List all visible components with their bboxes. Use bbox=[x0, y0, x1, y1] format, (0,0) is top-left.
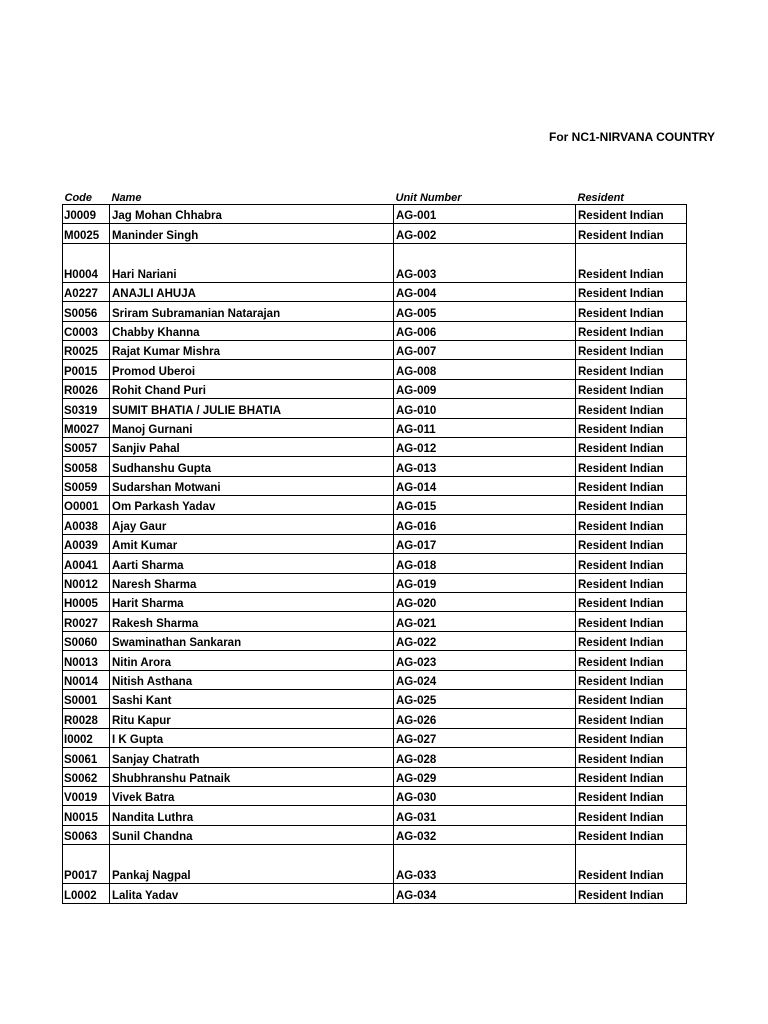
cell-code: N0015 bbox=[63, 806, 110, 825]
cell-resident: Resident Indian bbox=[576, 476, 687, 495]
cell-name: Chabby Khanna bbox=[110, 321, 394, 340]
table-row bbox=[63, 457, 687, 476]
cell-resident: Resident Indian bbox=[576, 302, 687, 321]
cell-code: I0002 bbox=[63, 728, 110, 747]
table-row bbox=[63, 515, 687, 534]
cell-code: O0001 bbox=[63, 496, 110, 515]
cell-code: S0001 bbox=[63, 689, 110, 708]
table-row bbox=[63, 573, 687, 592]
table-row bbox=[63, 612, 687, 631]
cell-code: N0012 bbox=[63, 573, 110, 592]
cell-name: Sudarshan Motwani bbox=[110, 476, 394, 495]
cell-code: A0041 bbox=[63, 554, 110, 573]
table-row bbox=[63, 670, 687, 689]
cell-resident: Resident Indian bbox=[576, 515, 687, 534]
cell-code: M0027 bbox=[63, 418, 110, 437]
table-row bbox=[63, 593, 687, 612]
cell-unit-number: AG-021 bbox=[394, 612, 576, 631]
cell-resident: Resident Indian bbox=[576, 593, 687, 612]
cell-unit-number: AG-012 bbox=[394, 437, 576, 456]
cell-code: V0019 bbox=[63, 786, 110, 805]
cell-code: C0003 bbox=[63, 321, 110, 340]
cell-resident: Resident Indian bbox=[576, 379, 687, 398]
table-row bbox=[63, 476, 687, 495]
cell-unit-number: AG-029 bbox=[394, 767, 576, 786]
cell-unit-number: AG-023 bbox=[394, 651, 576, 670]
cell-name: Maninder Singh bbox=[110, 224, 394, 243]
cell-resident: Resident Indian bbox=[576, 845, 687, 884]
cell-resident: Resident Indian bbox=[576, 728, 687, 747]
table-row bbox=[63, 205, 687, 224]
cell-unit-number: AG-025 bbox=[394, 689, 576, 708]
cell-resident: Resident Indian bbox=[576, 340, 687, 359]
table-row bbox=[63, 689, 687, 708]
cell-code: S0056 bbox=[63, 302, 110, 321]
cell-name: Swaminathan Sankaran bbox=[110, 631, 394, 650]
cell-unit-number: AG-019 bbox=[394, 573, 576, 592]
cell-code: A0227 bbox=[63, 282, 110, 301]
cell-unit-number: AG-026 bbox=[394, 709, 576, 728]
cell-unit-number: AG-027 bbox=[394, 728, 576, 747]
cell-resident: Resident Indian bbox=[576, 806, 687, 825]
cell-unit-number: AG-004 bbox=[394, 282, 576, 301]
cell-code: S0061 bbox=[63, 748, 110, 767]
cell-name: SUMIT BHATIA / JULIE BHATIA bbox=[110, 399, 394, 418]
cell-name: Sunil Chandna bbox=[110, 825, 394, 844]
cell-unit-number: AG-034 bbox=[394, 884, 576, 903]
table-row bbox=[63, 748, 687, 767]
cell-name: Sashi Kant bbox=[110, 689, 394, 708]
table-row bbox=[63, 437, 687, 456]
cell-unit-number: AG-017 bbox=[394, 534, 576, 553]
cell-name: Sudhanshu Gupta bbox=[110, 457, 394, 476]
cell-unit-number: AG-008 bbox=[394, 360, 576, 379]
table-row bbox=[63, 340, 687, 359]
cell-resident: Resident Indian bbox=[576, 825, 687, 844]
table-row bbox=[63, 418, 687, 437]
cell-code: H0004 bbox=[63, 243, 110, 282]
cell-resident: Resident Indian bbox=[576, 709, 687, 728]
cell-unit-number: AG-011 bbox=[394, 418, 576, 437]
table-row bbox=[63, 631, 687, 650]
cell-unit-number: AG-009 bbox=[394, 379, 576, 398]
cell-unit-number: AG-024 bbox=[394, 670, 576, 689]
table-row bbox=[63, 845, 687, 884]
cell-code: S0062 bbox=[63, 767, 110, 786]
cell-unit-number: AG-007 bbox=[394, 340, 576, 359]
table-body bbox=[63, 205, 687, 904]
table-row bbox=[63, 379, 687, 398]
table-row bbox=[63, 728, 687, 747]
cell-resident: Resident Indian bbox=[576, 282, 687, 301]
cell-unit-number: AG-028 bbox=[394, 748, 576, 767]
cell-name: Ritu Kapur bbox=[110, 709, 394, 728]
cell-name: Sanjay Chatrath bbox=[110, 748, 394, 767]
cell-code: S0059 bbox=[63, 476, 110, 495]
cell-resident: Resident Indian bbox=[576, 884, 687, 903]
cell-resident: Resident Indian bbox=[576, 224, 687, 243]
cell-name: Lalita Yadav bbox=[110, 884, 394, 903]
cell-name: Pankaj Nagpal bbox=[110, 845, 394, 884]
cell-name: Shubhranshu Patnaik bbox=[110, 767, 394, 786]
cell-resident: Resident Indian bbox=[576, 651, 687, 670]
cell-unit-number: AG-005 bbox=[394, 302, 576, 321]
cell-name: Ajay Gaur bbox=[110, 515, 394, 534]
cell-unit-number: AG-006 bbox=[394, 321, 576, 340]
cell-code: A0038 bbox=[63, 515, 110, 534]
table-row bbox=[63, 884, 687, 903]
cell-unit-number: AG-002 bbox=[394, 224, 576, 243]
cell-name: Hari Nariani bbox=[110, 243, 394, 282]
header-name: Name bbox=[111, 192, 142, 204]
cell-resident: Resident Indian bbox=[576, 243, 687, 282]
cell-code: S0319 bbox=[63, 399, 110, 418]
cell-code: R0026 bbox=[63, 379, 110, 398]
cell-code: R0028 bbox=[63, 709, 110, 728]
cell-name: Om Parkash Yadav bbox=[110, 496, 394, 515]
cell-unit-number: AG-018 bbox=[394, 554, 576, 573]
cell-unit-number: AG-013 bbox=[394, 457, 576, 476]
table-row bbox=[63, 709, 687, 728]
table-row bbox=[63, 651, 687, 670]
cell-name: Sriram Subramanian Natarajan bbox=[110, 302, 394, 321]
table-row bbox=[63, 282, 687, 301]
cell-name: Naresh Sharma bbox=[110, 573, 394, 592]
table-row bbox=[63, 825, 687, 844]
cell-code: N0014 bbox=[63, 670, 110, 689]
cell-resident: Resident Indian bbox=[576, 534, 687, 553]
cell-resident: Resident Indian bbox=[576, 786, 687, 805]
cell-resident: Resident Indian bbox=[576, 360, 687, 379]
header-unit-number: Unit Number bbox=[395, 192, 462, 204]
cell-name: Promod Uberoi bbox=[110, 360, 394, 379]
cell-resident: Resident Indian bbox=[576, 748, 687, 767]
header-row bbox=[63, 188, 687, 205]
cell-name: Rohit Chand Puri bbox=[110, 379, 394, 398]
cell-unit-number: AG-020 bbox=[394, 593, 576, 612]
cell-code: P0017 bbox=[63, 845, 110, 884]
cell-name: Nandita Luthra bbox=[110, 806, 394, 825]
table-row bbox=[63, 399, 687, 418]
cell-name: Aarti Sharma bbox=[110, 554, 394, 573]
cell-resident: Resident Indian bbox=[576, 496, 687, 515]
cell-resident: Resident Indian bbox=[576, 554, 687, 573]
cell-unit-number: AG-031 bbox=[394, 806, 576, 825]
cell-code: S0060 bbox=[63, 631, 110, 650]
cell-name: Nitish Asthana bbox=[110, 670, 394, 689]
cell-name: Harit Sharma bbox=[110, 593, 394, 612]
cell-name: Sanjiv Pahal bbox=[110, 437, 394, 456]
table-row bbox=[63, 321, 687, 340]
cell-code: L0002 bbox=[63, 884, 110, 903]
cell-resident: Resident Indian bbox=[576, 631, 687, 650]
cell-unit-number: AG-016 bbox=[394, 515, 576, 534]
cell-name: Amit Kumar bbox=[110, 534, 394, 553]
cell-code: S0063 bbox=[63, 825, 110, 844]
cell-resident: Resident Indian bbox=[576, 457, 687, 476]
table-row bbox=[63, 243, 687, 282]
cell-unit-number: AG-015 bbox=[394, 496, 576, 515]
cell-resident: Resident Indian bbox=[576, 321, 687, 340]
cell-code: M0025 bbox=[63, 224, 110, 243]
cell-name: ANAJLI AHUJA bbox=[110, 282, 394, 301]
table-row bbox=[63, 534, 687, 553]
cell-name: Rakesh Sharma bbox=[110, 612, 394, 631]
cell-unit-number: AG-032 bbox=[394, 825, 576, 844]
cell-unit-number: AG-022 bbox=[394, 631, 576, 650]
table-row bbox=[63, 786, 687, 805]
cell-code: P0015 bbox=[63, 360, 110, 379]
header-resident: Resident bbox=[577, 192, 624, 204]
cell-name: Nitin Arora bbox=[110, 651, 394, 670]
cell-code: R0027 bbox=[63, 612, 110, 631]
header-code: Code bbox=[64, 192, 92, 204]
table-row bbox=[63, 302, 687, 321]
cell-unit-number: AG-003 bbox=[394, 243, 576, 282]
table-row bbox=[63, 767, 687, 786]
cell-unit-number: AG-030 bbox=[394, 786, 576, 805]
cell-name: Manoj Gurnani bbox=[110, 418, 394, 437]
table-row bbox=[63, 806, 687, 825]
cell-resident: Resident Indian bbox=[576, 437, 687, 456]
cell-name: Rajat Kumar Mishra bbox=[110, 340, 394, 359]
table-row bbox=[63, 496, 687, 515]
cell-code: H0005 bbox=[63, 593, 110, 612]
cell-resident: Resident Indian bbox=[576, 399, 687, 418]
table-row bbox=[63, 224, 687, 243]
cell-name: Vivek Batra bbox=[110, 786, 394, 805]
cell-resident: Resident Indian bbox=[576, 612, 687, 631]
cell-unit-number: AG-001 bbox=[394, 205, 576, 224]
cell-code: A0039 bbox=[63, 534, 110, 553]
cell-unit-number: AG-014 bbox=[394, 476, 576, 495]
cell-code: J0009 bbox=[63, 205, 110, 224]
table-row bbox=[63, 554, 687, 573]
cell-code: S0057 bbox=[63, 437, 110, 456]
cell-unit-number: AG-033 bbox=[394, 845, 576, 884]
cell-name: Jag Mohan Chhabra bbox=[110, 205, 394, 224]
cell-code: R0025 bbox=[63, 340, 110, 359]
cell-resident: Resident Indian bbox=[576, 689, 687, 708]
unit-owner-table bbox=[62, 188, 687, 904]
cell-resident: Resident Indian bbox=[576, 205, 687, 224]
cell-code: N0013 bbox=[63, 651, 110, 670]
table-row bbox=[63, 360, 687, 379]
cell-resident: Resident Indian bbox=[576, 767, 687, 786]
cell-resident: Resident Indian bbox=[576, 670, 687, 689]
cell-resident: Resident Indian bbox=[576, 418, 687, 437]
document-title: For NC1-NIRVANA COUNTRY bbox=[549, 130, 716, 144]
cell-name: I K Gupta bbox=[110, 728, 394, 747]
cell-resident: Resident Indian bbox=[576, 573, 687, 592]
cell-unit-number: AG-010 bbox=[394, 399, 576, 418]
cell-code: S0058 bbox=[63, 457, 110, 476]
